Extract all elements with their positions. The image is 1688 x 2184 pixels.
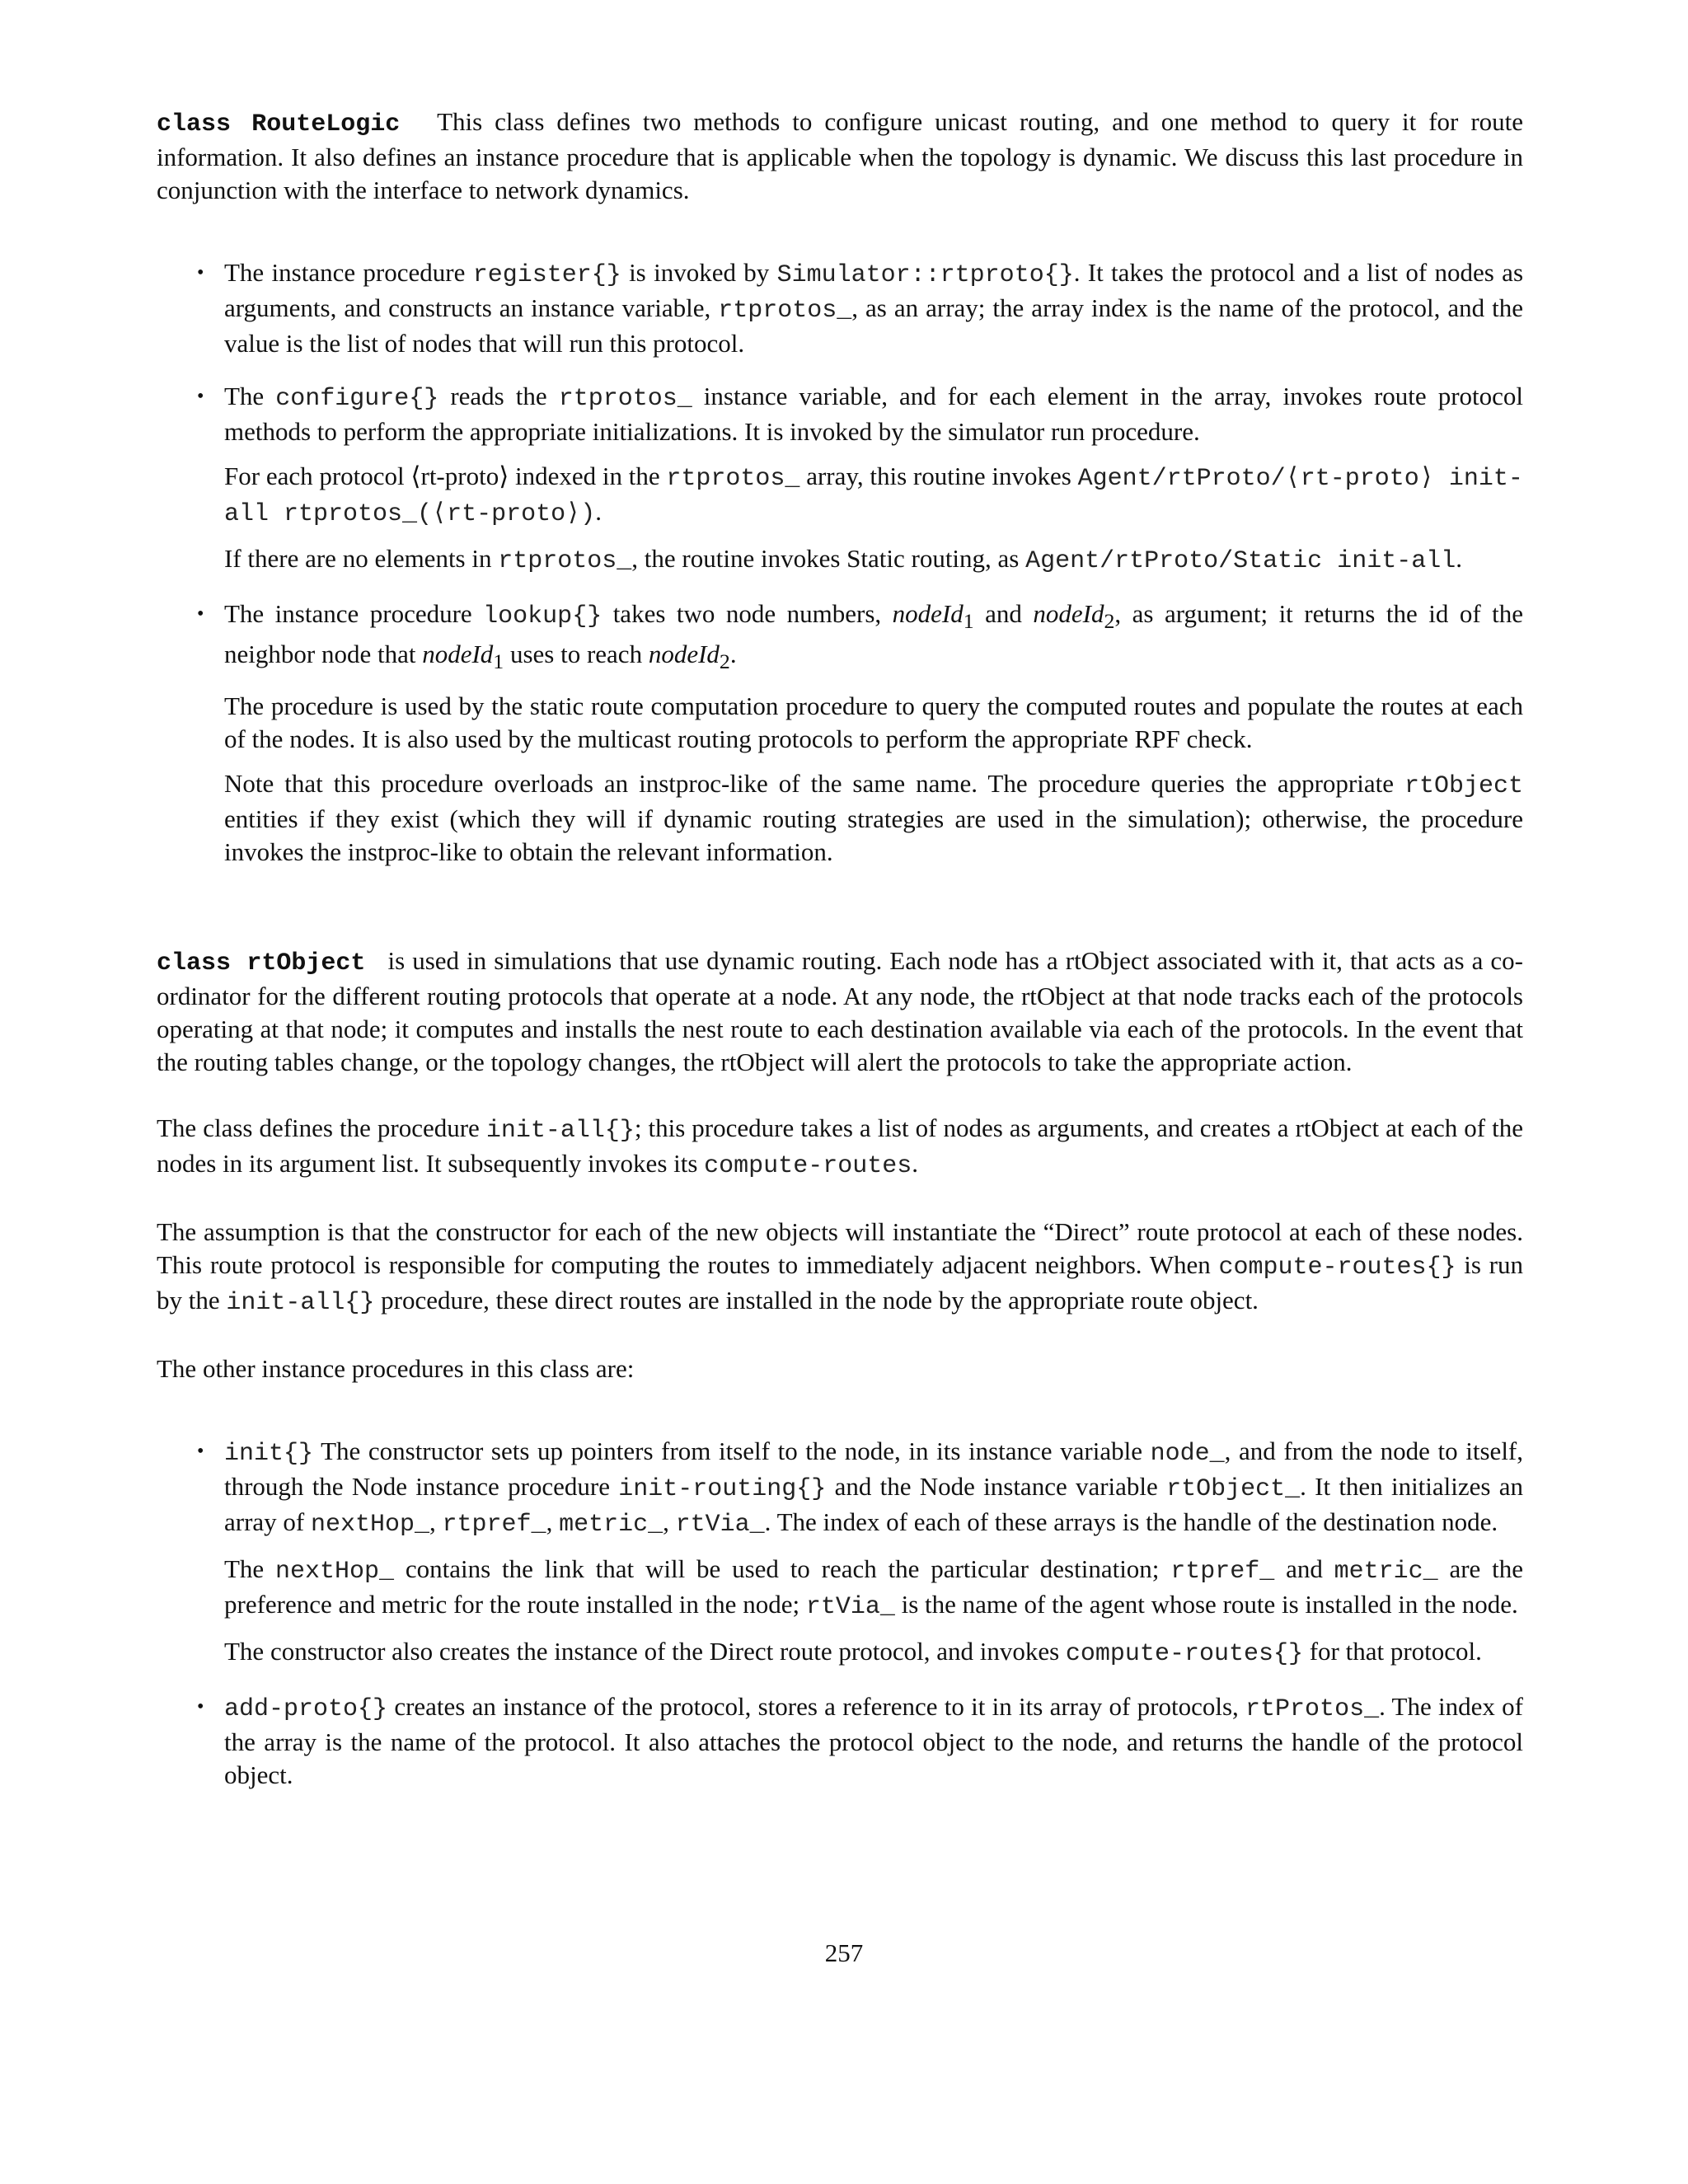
document-page: [157, 105, 1523, 1792]
bullet-icon: •: [197, 386, 204, 407]
routelogic-bullet-list: [157, 256, 1523, 869]
bullet-icon: •: [197, 603, 204, 625]
page-number: 257: [824, 1938, 864, 1967]
list-item: • add-proto{} creates an instance of the protocol, stores a reference to it in its array of protocols, rtProtos_. The index of the array is the name of the protocol. It also attaches the protocol object to the node, and returns the handle of the protocol object.: [197, 1692, 1523, 1790]
list-item: • The instance procedure lookup{} takes two node numbers, nodeId$_1$ and nodeId$_2$, as argument; it returns the id of the neighbor node that nodeId$_1$ uses to reach nodeId$_2$. The procedure is used by the static route computation procedure to query the computed routes and populate the routes at each of the nodes. It is also used by the multicast routing protocols to perform the appropriate RPF check. Note that this procedure overloads an instproc-like of the same name. The procedure queries the appropriate rtObject entities if they exist (which they will if dynamic routing strategies are used in the simulation); otherwise, the procedure invokes the instproc-like to obtain the relevant information.: [197, 599, 1524, 867]
list-item: • The instance procedure register{} is invoked by Simulator::rtproto{}. It takes the protocol and a list of nodes as arguments, and constructs an instance variable, rtprotos_, as an array; the array index is the name of the protocol, and the value is the list of nodes that will run this protocol.: [197, 258, 1524, 358]
rtobject-intro: class rtObject is used in simulations that use dynamic routing. Each node has a rtObject associated with it, that acts as a co-ordinator for the different routing protocols that operate at a node. At any node, the rtObject at that node tracks each of the protocols operating at that node; it computes and installs the nest route to each destination available via each of the protocols. In the event that the routing tables change, or the topology changes, the rtObject will alert the protocols to take the appropriate action.: [157, 946, 1523, 1077]
rtobject-paragraph: The assumption is that the constructor for each of the new objects will instantiate the “Direct” route protocol at each of these nodes. This route protocol is responsible for computing the routes to immediately adjacent neighbors. When compute-routes{} is run by the init-all{} procedure, these direct routes are installed in the node by the appropriate route object.: [157, 1217, 1524, 1318]
list-item: • The configure{} reads the rtprotos_ instance variable, and for each element in the array, invokes route protocol methods to perform the appropriate initializations. It is invoked by the simulator run procedure. For each protocol ⟨rt-proto⟩ indexed in the rtprotos_ array, this routine invokes Agent/rtProto/⟨rt-proto⟩ init-all rtprotos_(⟨rt-proto⟩). If there are no elements in rtprotos_, the routine invokes Static routing, as Agent/rtProto/Static init-all.: [197, 382, 1523, 575]
rtobject-paragraph: The other instance procedures in this class are:: [157, 1354, 635, 1384]
rtobject-paragraph: The class defines the procedure init-all{}; this procedure takes a list of nodes as arguments, and creates a rtObject at each of the nodes in its argument list. It subsequently invokes its compute-routes.: [157, 1113, 1523, 1181]
routelogic-class-heading: class RouteLogic: [157, 110, 401, 138]
bullet-icon: •: [197, 1441, 204, 1463]
rtobject-class-heading: class rtObject: [157, 949, 366, 978]
rtobject-bullet-list: [157, 1435, 1523, 1792]
bullet-icon: •: [197, 1696, 204, 1718]
bullet-icon: •: [197, 262, 204, 284]
routelogic-intro: class RouteLogic This class defines two methods to configure unicast routing, and one method to query it for route information. It also defines an instance procedure that is applicable when the topology is dynamic. We discuss this last procedure in conjunction with the interface to network dynamics.: [157, 107, 1524, 204]
list-item: • init{} The constructor sets up pointers from itself to the node, in its instance variable node_, and from the node to itself, through the Node instance procedure init-routing{} and the Node instance variable rtObject_. It then initializes an array of nextHop_, rtpref_, metric_, rtVia_. The index of each of these arrays is the handle of the destination node. The nextHop_ contains the link that will be used to reach the particular destination; rtpref_ and metric_ are the preference and metric for the route installed in the node; rtVia_ is the name of the agent whose route is installed in the node. The constructor also creates the instance of the Direct route protocol, and invokes compute-routes{} for that protocol.: [197, 1436, 1524, 1669]
